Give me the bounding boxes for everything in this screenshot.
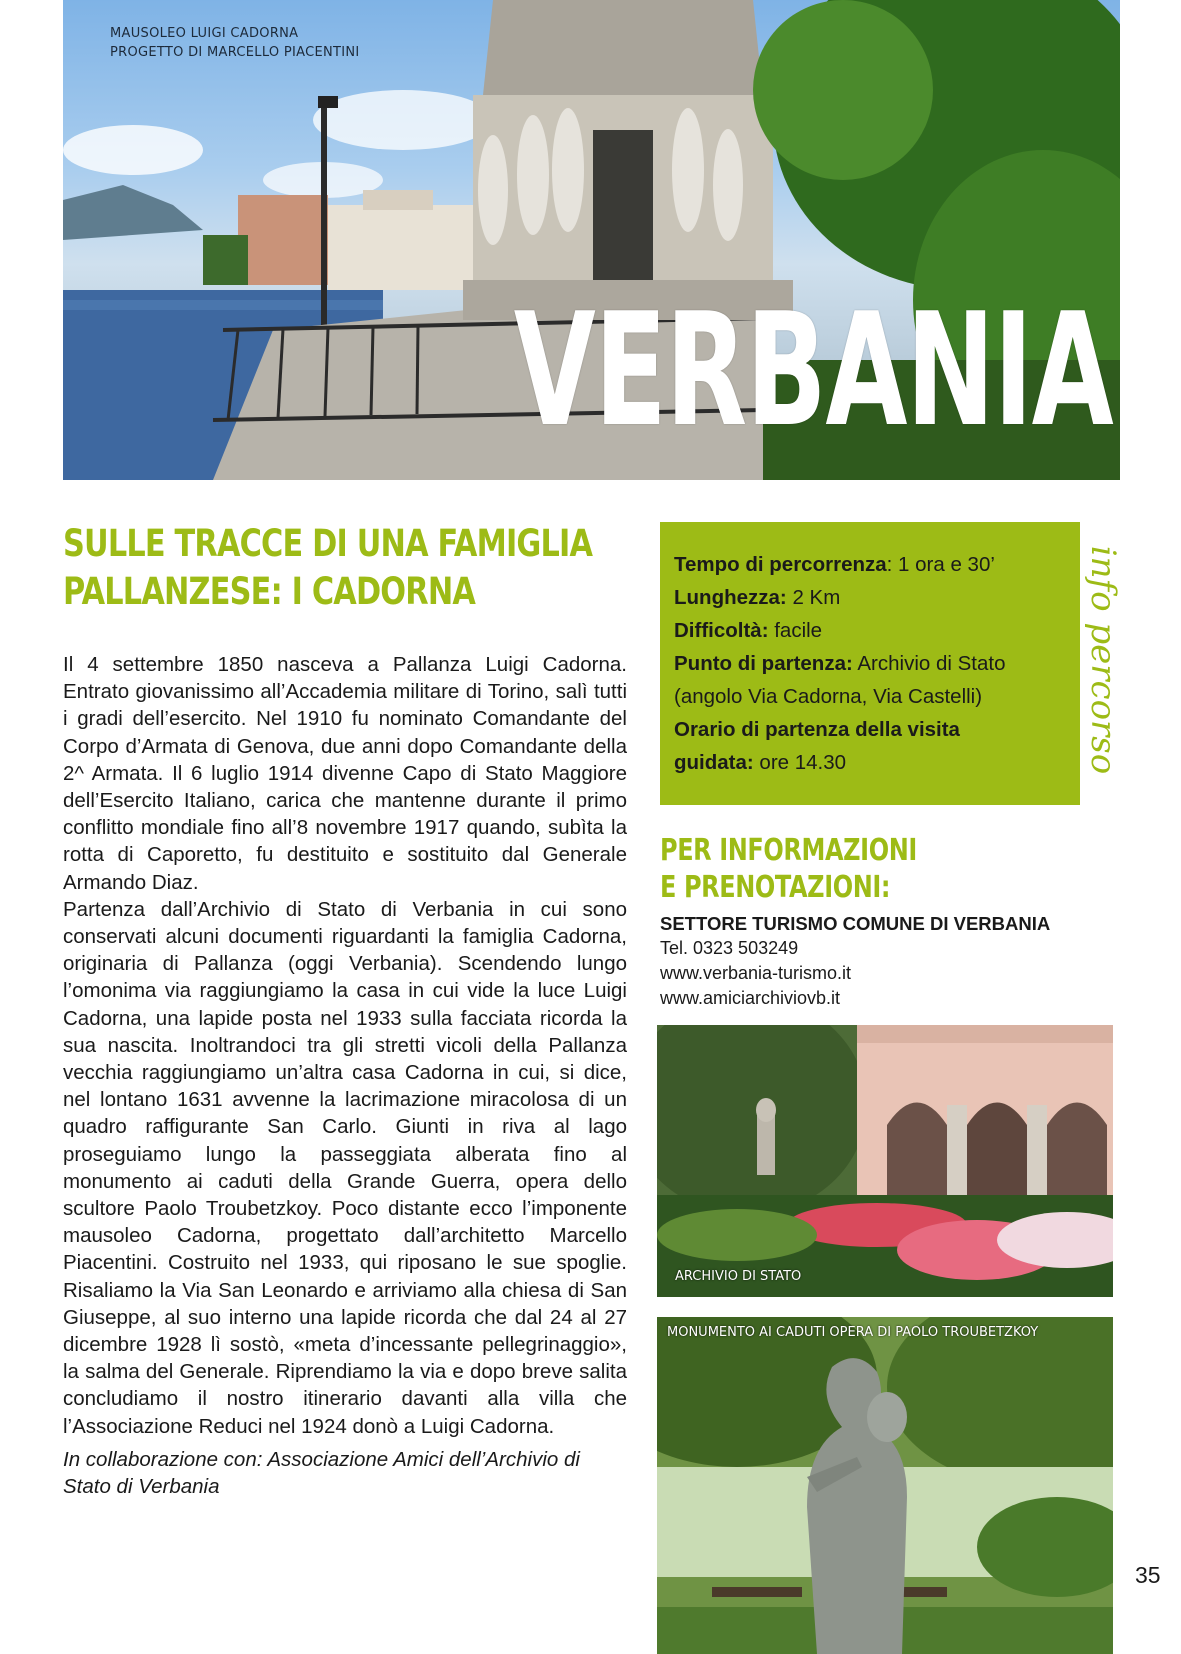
- article-paragraph-1: Il 4 settembre 1850 nasceva a Pallanza Luigi Cadorna. Entrato giovanissimo all’Accademia militare di Torino, salì tutti i gradi dell’esercito. Nel 1910 fu nominato Comandante del Corpo d’Armata di Genova, due anni dopo Comandante della 2^ Armata. Il 6 luglio 1914 divenne Capo di Stato Maggiore dell’Esercito Italiano, carica che mantenne durante il primo conflitto mondiale fino all’8 novembre 1917 quando, subìta la rotta di Caporetto, fu destituito e sostituito dal Generale Armando Diaz.: [63, 653, 627, 894]
- info-lunghezza-value: 2 Km: [786, 586, 841, 609]
- page-number: 35: [1135, 1562, 1161, 1588]
- page-title: VERBANIA: [513, 279, 1112, 461]
- info-difficolta-label: Difficoltà:: [674, 619, 769, 642]
- contacts-title-line2: E PRENOTAZIONI:: [660, 870, 891, 905]
- info-tempo-value: : 1 ora e 30’: [886, 553, 995, 576]
- info-side-label-text: info percorso: [1083, 545, 1123, 775]
- contacts-org: SETTORE TURISMO COMUNE DI VERBANIA: [660, 913, 1051, 934]
- info-lunghezza-label: Lunghezza:: [674, 586, 787, 609]
- article-headline: [63, 520, 593, 616]
- archivio-caption: ARCHIVIO DI STATO: [675, 1269, 802, 1284]
- article-body: [63, 651, 627, 1500]
- hero-caption-line2: PROGETTO DI MARCELLO PIACENTINI: [110, 45, 360, 60]
- monumento-illustration: [657, 1317, 1113, 1654]
- info-orario-value: ore 14.30: [753, 751, 847, 774]
- article-paragraph-2: Partenza dall’Archivio di Stato di Verbania in cui sono conservati alcuni documenti riguardanti la famiglia Cadorna, originaria di Pallanza (oggi Verbania). Scendendo lungo l’omonima via raggiungiamo la casa in cui vide la luce Luigi Cadorna, una lapide posta nel 1933 sulla facciata ricorda la sua nascita. Inoltrandoci tra gli stretti vicoli della Pallanza vecchia raggiungiamo un’altra casa Cadorna in cui, si dice, nel lontano 1631 avvenne la lacrimazione miracolosa di un quadro raffigurante San Carlo. Giunti in riva al lago proseguiamo lungo la passeggiata alberata fino al monumento ai caduti della Grande Guerra, opera dello scultore Paolo Troubetzkoy. Poco distante ecco l’imponente mausoleo Cadorna, progettato dall’architetto Marcello Piacentini. Costruito nel 1933, qui riposano le sue spoglie. Risaliamo la Via San Leonardo e arriviamo alla chiesa di San Giuseppe, al suo interno una lapide ricorda che dal 24 al 27 dicembre 1928 lì sostò, «meta d’incessante pellegrinaggio», la salma del Generale. Riprendiamo la via e dopo breve salita concludiamo il nostro itinerario davanti alla villa che l’Associazione Reduci nel 1924 donò a Luigi Cadorna.: [63, 897, 627, 1438]
- info-partenza-value: Archivio di Stato: [852, 652, 1006, 675]
- info-side-label: [1083, 515, 1123, 805]
- contacts-title-line1: PER INFORMAZIONI: [660, 833, 917, 868]
- info-tempo: [674, 548, 1064, 581]
- contacts-web-link-2[interactable]: www.amiciarchiviovb.it: [660, 988, 841, 1008]
- contacts-web-link-1[interactable]: www.verbania-turismo.it: [660, 963, 852, 983]
- headline-line2: PALLANZESE: I CADORNA: [63, 570, 476, 613]
- info-orario-label2: guidata:: [674, 751, 754, 774]
- info-orario-line1: [674, 713, 1064, 746]
- info-lunghezza: [674, 581, 1064, 614]
- info-difficolta-value: facile: [768, 619, 823, 642]
- info-tempo-label: Tempo di percorrenza: [674, 553, 887, 576]
- contacts-title: [660, 832, 917, 906]
- article-credit: In collaborazione con: Associazione Amici dell’Archivio di Stato di Verbania: [63, 1447, 580, 1499]
- archivio-photo: [657, 1025, 1113, 1297]
- info-orario-label1: Orario di partenza della visita: [674, 718, 960, 741]
- hero-caption-line1: MAUSOLEO LUIGI CADORNA: [110, 26, 299, 41]
- hero-caption: [110, 24, 360, 62]
- info-partenza-detail: (angolo Via Cadorna, Via Castelli): [674, 685, 983, 708]
- monumento-caption: MONUMENTO AI CADUTI OPERA DI PAOLO TROUBETZKOY: [667, 1325, 1039, 1340]
- monumento-photo: [657, 1317, 1113, 1654]
- info-orario-line2: [674, 746, 1064, 779]
- contacts-tel: Tel. 0323 503249: [660, 938, 799, 958]
- info-partenza-label: Punto di partenza:: [674, 652, 853, 675]
- headline-line1: SULLE TRACCE DI UNA FAMIGLIA: [63, 522, 593, 565]
- archivio-illustration: [657, 1025, 1113, 1297]
- info-partenza: [674, 647, 1064, 680]
- contacts-details: [660, 911, 1050, 1011]
- hero-photo: [63, 0, 1120, 480]
- info-box: [660, 522, 1080, 805]
- info-difficolta: [674, 614, 1064, 647]
